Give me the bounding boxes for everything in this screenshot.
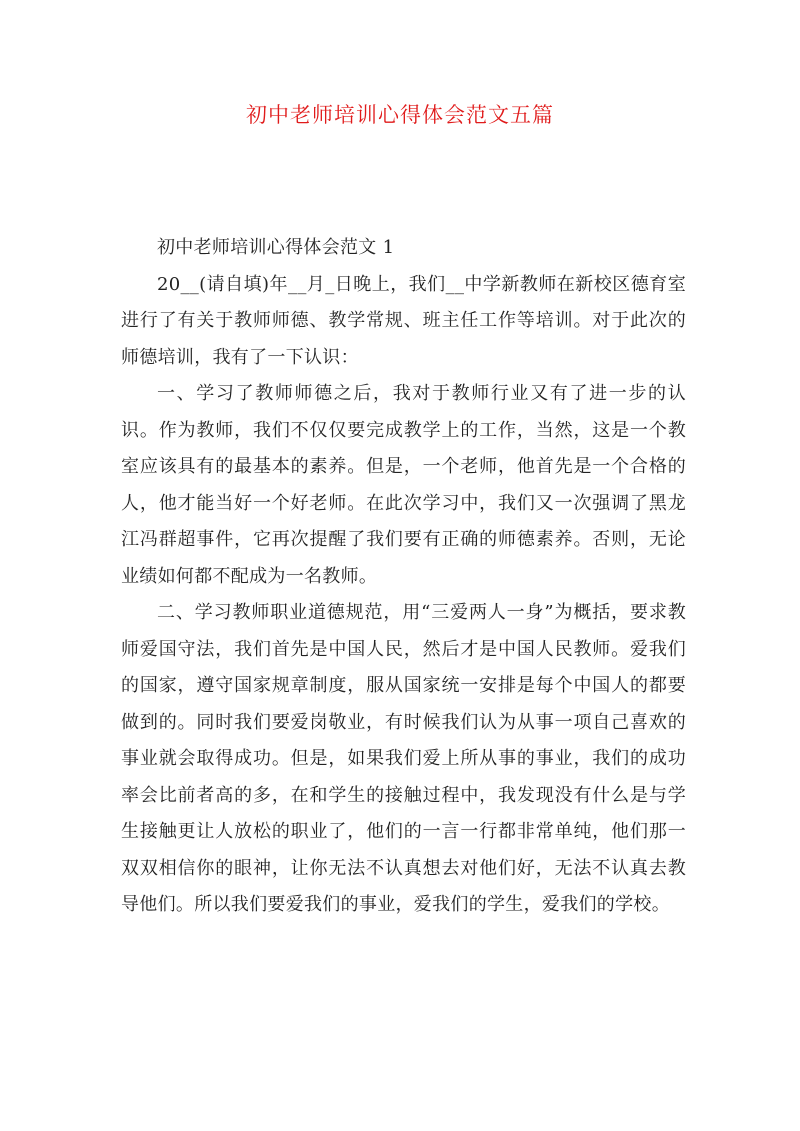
document-title: 初中老师培训心得体会范文五篇: [246, 103, 554, 127]
paragraph-intro: 20__(请自填)年__月_日晚上，我们__中学新教师在新校区德育室进行了有关于教师师德、教学常规、班主任工作等培训。对于此次的师德培训，我有了一下认识：: [121, 273, 686, 368]
paragraph-point-one: 一、学习了教师师德之后，我对于教师行业又有了进一步的认识。作为教师，我们不仅仅要完成教学上的工作，当然，这是一个教室应该具有的最基本的素养。但是，一个老师，他首先是一个合格的人，他才能当好一个好老师。在此次学习中，我们又一次强调了黑龙江冯群超事件，它再次提醒了我们要有正确的师德素养。否则，无论业绩如何都不配成为一名教师。: [121, 383, 686, 587]
section-heading: 初中老师培训心得体会范文 1: [157, 237, 395, 258]
document-body: [121, 230, 686, 924]
paragraph-point-two: 二、学习教师职业道德规范，用“三爱两人一身”为概括，要求教师爱国守法，我们首先是中国人民，然后才是中国人民教师。爱我们的国家，遵守国家规章制度，服从国家统一安排是每个中国人的都要做到的。同时我们要爱岗敬业，有时候我们认为从事一项自己喜欢的事业就会取得成功。但是，如果我们爱上所从事的事业，我们的成功率会比前者高的多，在和学生的接触过程中，我发现没有什么是与学生接触更让人放松的职业了，他们的一言一行都非常单纯，他们那一双双相信你的眼神，让你无法不认真想去对他们好，无法不认真去教导他们。所以我们要爱我们的事业，爱我们的学生，爱我们的学校。: [121, 602, 686, 915]
